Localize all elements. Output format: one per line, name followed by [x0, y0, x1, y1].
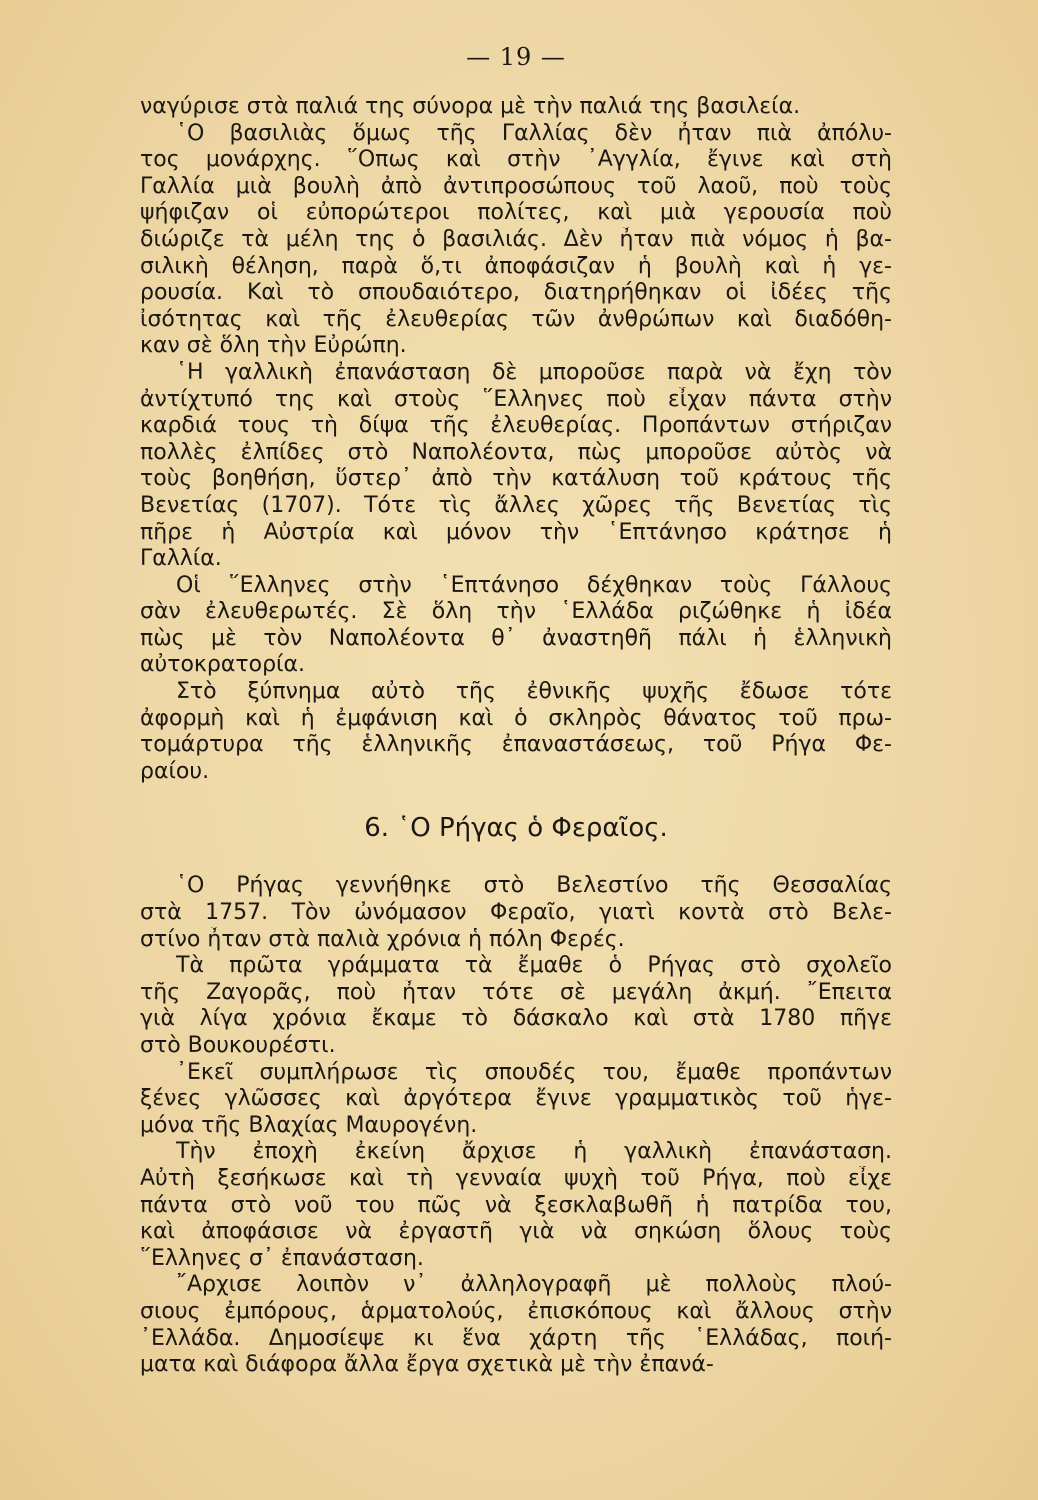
text-line: Τὰ πρῶτα γράμματα τὰ ἔμαθε ὁ Ρήγας στὸ σχολεῖο	[176, 953, 892, 979]
text-line: στὰ 1757. Τὸν ὠνόμασον Φεραῖο, γιατὶ κοντὰ στὸ Βελε-	[140, 900, 892, 926]
text-line: Βενετίας (1707). Τότε τὶς ἄλλες χῶρες τῆς Βενετίας τὶς	[140, 492, 892, 518]
text-line: πῆρε ἡ Αὐστρία καὶ μόνον τὴν ῾Επτάνησο κράτησε ἡ	[140, 519, 892, 545]
text-line: Στὸ ξύπνημα αὐτὸ τῆς ἐθνικῆς ψυχῆς ἔδωσε τότε	[176, 679, 892, 705]
text-line: στίνο ἦταν στὰ παλιὰ χρόνια ἡ πόλη Φερές.	[140, 926, 625, 952]
text-line: ᾿Ελλάδα. Δημοσίεψε κι ἕνα χάρτη τῆς ῾Ελλάδας, ποιή-	[140, 1325, 892, 1351]
section-one-text	[140, 94, 892, 785]
text-line: πολλὲς ἐλπίδες στὸ Ναπολέοντα, πὼς μποροῦσε αὐτὸς νὰ	[140, 439, 892, 465]
text-line: ἀντίχτυπό της καὶ στοὺς ῞Ελληνες ποὺ εἶχαν πάντα στὴν	[140, 386, 892, 412]
text-line: ρουσία. Καὶ τὸ σπουδαιότερο, διατηρήθηκαν οἱ ἰδέες τῆς	[140, 280, 892, 306]
text-line: καὶ ἀποφάσισε νὰ ἐργαστῆ γιὰ νὰ σηκώση ὅλους τοὺς	[140, 1219, 892, 1245]
paragraph	[140, 573, 892, 679]
paragraph	[140, 1139, 892, 1272]
text-line: Αὐτὴ ξεσήκωσε καὶ τὴ γενναία ψυχὴ τοῦ Ρήγα, ποὺ εἶχε	[140, 1165, 892, 1191]
text-line: ᾿Εκεῖ συμπλήρωσε τὶς σπουδές του, ἔμαθε προπάντων	[176, 1059, 892, 1085]
text-line: ναγύρισε στὰ παλιά της σύνορα μὲ τὴν παλιά της βασιλεία.	[140, 94, 801, 119]
section-heading: 6. ῾Ο Ρήγας ὁ Φεραῖος.	[364, 813, 668, 844]
text-line: σιλικὴ θέληση, παρὰ ὅ,τι ἀποφάσιζαν ἡ βουλὴ καὶ ἡ γε-	[140, 253, 892, 279]
section-two-text	[140, 873, 892, 1378]
page-content	[140, 42, 892, 1379]
text-line: Γαλλία μιὰ βουλὴ ἀπὸ ἀντιπροσώπους τοῦ λαοῦ, ποὺ τοὺς	[140, 173, 892, 199]
text-line: καν σὲ ὅλη τὴν Εὐρώπη.	[140, 333, 407, 359]
page-number: — 19 —	[466, 43, 566, 71]
text-line: ραίου.	[140, 758, 210, 784]
text-line: σὰν ἐλευθερωτές. Σὲ ὅλη τὴν ῾Ελλάδα ριζώθηκε ἡ ἰδέα	[140, 599, 892, 625]
text-line: ῎Αρχισε λοιπὸν ν᾿ ἀλληλογραφῆ μὲ πολλοὺς πλού-	[176, 1272, 892, 1298]
text-line: μόνα τῆς Βλαχίας Μαυρογένη.	[140, 1112, 478, 1138]
paragraph	[140, 121, 892, 360]
text-line: ξένες γλῶσσες καὶ ἀργότερα ἔγινε γραμματικὸς τοῦ ἡγε-	[140, 1086, 892, 1112]
text-line: τοὺς βοηθήση, ὕστερ᾿ ἀπὸ τὴν κατάλυση τοῦ κράτους τῆς	[140, 466, 892, 492]
text-line: ματα καὶ διάφορα ἄλλα ἔργα σχετικὰ μὲ τὴν ἐπανά-	[140, 1352, 714, 1378]
text-line: καρδιά τους τὴ δίψα τῆς ἐλευθερίας. Προπάντων στήριζαν	[140, 413, 892, 439]
text-line: αὐτοκρατορία.	[140, 652, 305, 678]
text-line: ῾Ο Ρήγας γεννήθηκε στὸ Βελεστίνο τῆς Θεσσαλίας	[176, 873, 892, 899]
text-line: διώριζε τὰ μέλη της ὁ βασιλιάς. Δὲν ἦταν πιὰ νόμος ἡ βα-	[140, 226, 892, 252]
text-line: Γαλλία.	[140, 546, 222, 572]
text-line: στὸ Βουκουρέστι.	[140, 1033, 336, 1058]
text-line: σιους ἐμπόρους, ἁρματολούς, ἐπισκόπους καὶ ἄλλους στὴν	[140, 1298, 892, 1324]
text-line: Τὴν ἐποχὴ ἐκείνη ἄρχισε ἡ γαλλικὴ ἐπανάσταση.	[176, 1139, 892, 1165]
text-line: γιὰ λίγα χρόνια ἔκαμε τὸ δάσκαλο καὶ στὰ 1780 πῆγε	[140, 1006, 892, 1032]
text-line: τομάρτυρα τῆς ἑλληνικῆς ἐπαναστάσεως, τοῦ Ρήγα Φε-	[140, 732, 892, 758]
text-line: Οἱ ῞Ελληνες στὴν ῾Επτάνησο δέχθηκαν τοὺς Γάλλους	[176, 572, 892, 598]
paragraph	[140, 873, 892, 953]
text-line: πὼς μὲ τὸν Ναπολέοντα θ᾿ ἀναστηθῆ πάλι ἡ ἑλληνικὴ	[140, 625, 892, 651]
paragraph	[140, 94, 892, 121]
paragraph	[140, 1060, 892, 1140]
text-line: ψήφιζαν οἱ εὐπορώτεροι πολίτες, καὶ μιὰ γερουσία ποὺ	[140, 200, 892, 226]
text-line: ἰσότητας καὶ τῆς ἐλευθερίας τῶν ἀνθρώπων καὶ διαδόθη-	[140, 306, 892, 332]
paragraph	[140, 360, 892, 573]
paragraph	[140, 953, 892, 1059]
text-line: τος μονάρχης. ῞Οπως καὶ στὴν ᾿Αγγλία, ἔγινε καὶ στὴ	[140, 147, 892, 173]
text-line: ἀφορμὴ καὶ ἡ ἐμφάνιση καὶ ὁ σκληρὸς θάνατος τοῦ πρω-	[140, 705, 892, 731]
text-line: πάντα στὸ νοῦ του πῶς νὰ ξεσκλαβωθῆ ἡ πατρίδα του,	[140, 1192, 892, 1218]
paragraph	[140, 679, 892, 785]
text-line: ῾Η γαλλικὴ ἐπανάσταση δὲ μποροῦσε παρὰ νὰ ἔχη τὸν	[176, 359, 892, 385]
text-line: τῆς Ζαγορᾶς, ποὺ ἦταν τότε σὲ μεγάλη ἀκμή. ῎Επειτα	[140, 979, 892, 1005]
paragraph	[140, 1272, 892, 1378]
text-line: ῞Ελληνες σ᾿ ἐπανάσταση.	[140, 1245, 424, 1271]
text-line: ῾Ο βασιλιὰς ὅμως τῆς Γαλλίας δὲν ἦταν πιὰ ἀπόλυ-	[176, 120, 892, 146]
